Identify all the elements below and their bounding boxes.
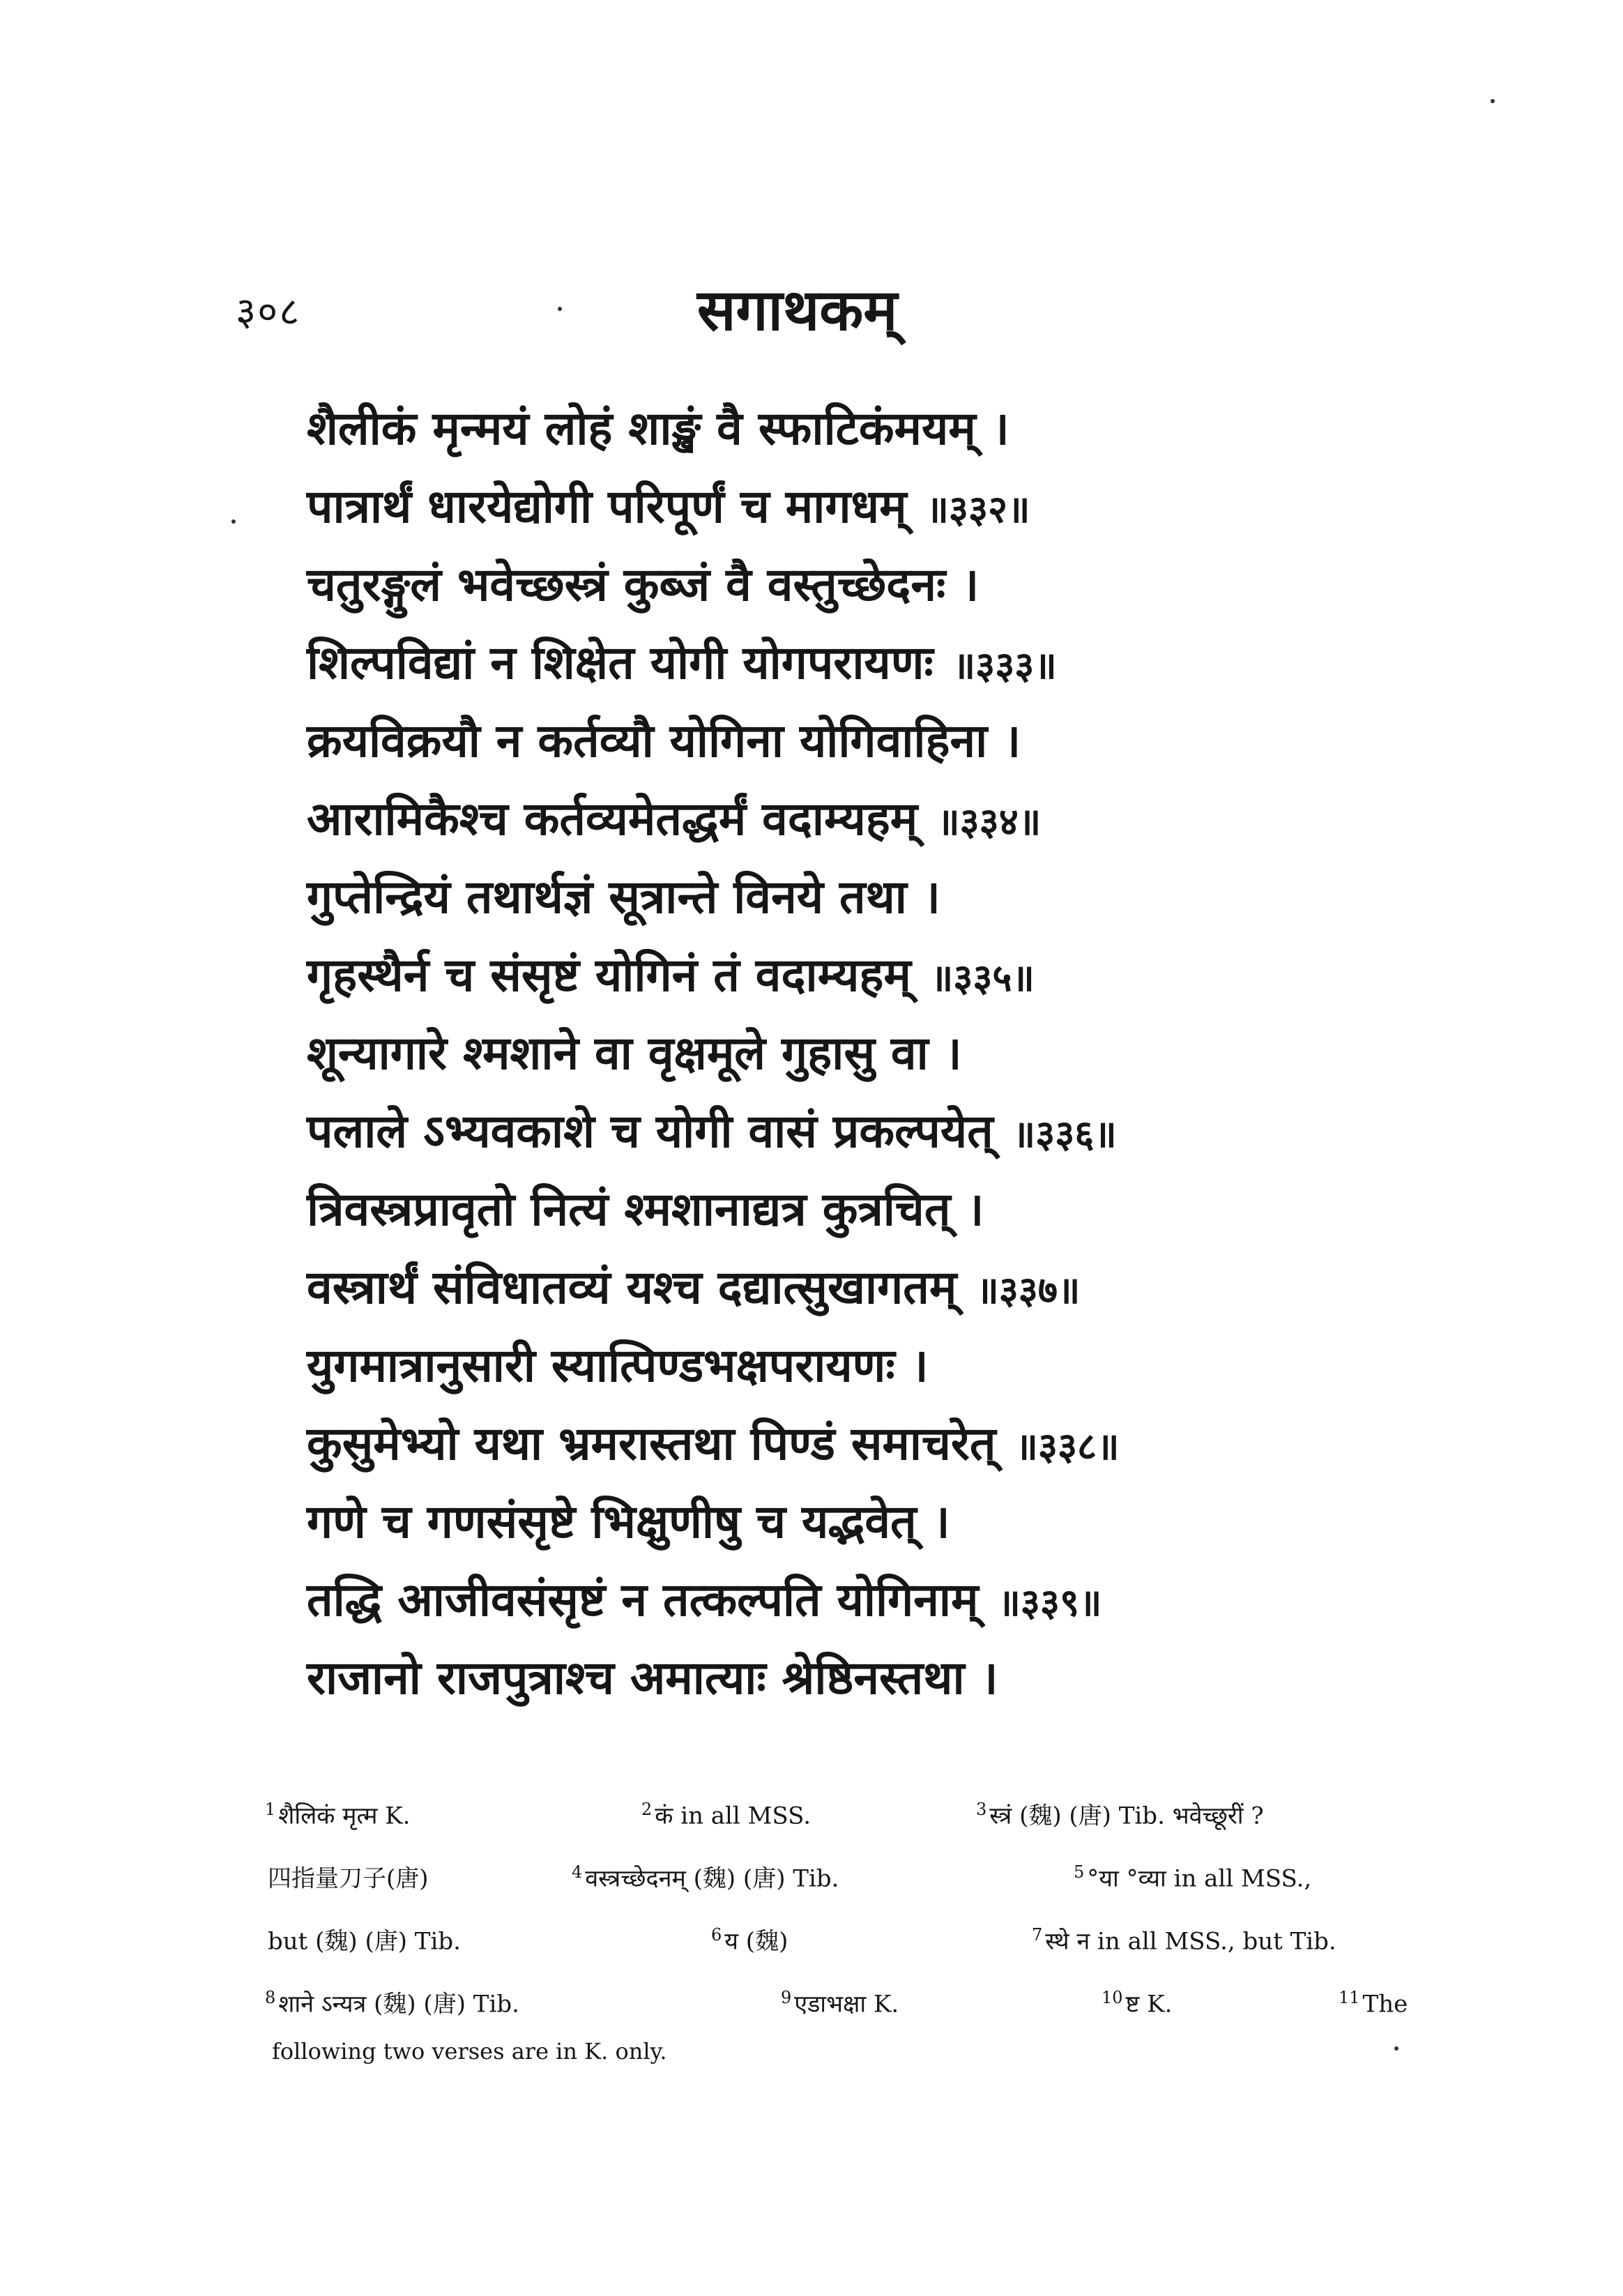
footnote <box>781 1970 899 2032</box>
verse-text: कुसुमेभ्यो यथा भ्रमरास्तथा पिण्डं समाचरेत् <box>307 1417 996 1470</box>
verse-text: गणे च गणसंसृष्टे भिक्षुणीषु च यद्भवेत् । <box>307 1495 950 1549</box>
footnote-text: The <box>1362 1990 1408 2018</box>
verse-text: शून्यागारे श्मशाने वा वृक्षमूले गुहासु वा । <box>307 1026 962 1080</box>
verse-number: ॥३३४॥ <box>937 800 1042 844</box>
footnote-text: स्थे न in all MSS., but Tib. <box>1045 1927 1336 1956</box>
verse-text: राजानो राजपुत्राश्च अमात्याः श्रेष्ठिनस्तथा । <box>307 1651 998 1705</box>
footnote-text: 四指量刀子(唐) <box>268 1864 429 1893</box>
footnote-text: कं in all MSS. <box>655 1802 812 1830</box>
verse-text: शिल्पविद्यां न शिक्षेत योगी योगपरायणः <box>307 636 934 690</box>
verse-line <box>307 1093 1117 1170</box>
footnote-line <box>265 1907 1450 1963</box>
verse-text: तद्धि आजीवसंसृष्टं न तत्कल्पति योगिनाम् <box>307 1573 979 1627</box>
footnote-text: ष्ट K. <box>1125 1990 1173 2018</box>
footnote-text: वस्त्रच्छेदनम् (魏) (唐) Tib. <box>585 1864 839 1893</box>
footnote-mark: 9 <box>781 1988 792 2007</box>
verse-text: वस्त्रार्थं संविधातव्यं यश्च दद्यात्सुखागतम् <box>307 1261 957 1314</box>
footnote-mark: 10 <box>1102 1988 1123 2007</box>
verse-line <box>307 1171 1003 1248</box>
footnote-continuation: following two verses are in K. only. <box>272 2038 667 2065</box>
footnote-text: °या °व्या in all MSS., <box>1087 1864 1312 1893</box>
verse-text: युगमात्रानुसारी स्यात्पिण्डभक्षपरायणः । <box>307 1339 929 1392</box>
footnote <box>711 1907 788 1969</box>
footnote-mark: 2 <box>641 1800 653 1819</box>
verse-line <box>307 1640 1018 1717</box>
footnote-text: एडाभक्षा K. <box>794 1990 899 2018</box>
verse-line <box>307 625 1057 701</box>
footnote-mark: 6 <box>711 1925 722 1945</box>
verse-text: गुप्तेन्द्रियं तथार्थज्ञं सूत्रान्ते विनये तथा । <box>307 870 940 924</box>
verse-number: ॥३३३॥ <box>952 644 1057 687</box>
footnote <box>265 1781 410 1843</box>
footnote-mark: 4 <box>572 1862 583 1882</box>
speck <box>231 519 236 524</box>
footnote-text: य (魏) <box>724 1927 788 1956</box>
footnote-mark: 7 <box>1032 1925 1043 1945</box>
footnote <box>265 1907 461 1969</box>
verse-text: पलाले ऽभ्यवकाशे च योगी वासं प्रकल्पयेत् <box>307 1104 993 1158</box>
footnote-text: शैलिकं मृत्म K. <box>278 1802 411 1830</box>
footnote-mark: 1 <box>265 1800 276 1819</box>
footnote <box>572 1844 839 1906</box>
speck <box>1394 2046 1399 2051</box>
footnote-line <box>265 1844 1450 1900</box>
verse-number: ॥३३६॥ <box>1012 1112 1117 1156</box>
verse-text: त्रिवस्त्रप्रावृतो नित्यं श्मशानाद्यत्र कुत्रचित् । <box>307 1183 984 1236</box>
speck <box>1491 99 1495 103</box>
footnote <box>976 1781 1264 1843</box>
footnote-mark: 5 <box>1074 1862 1085 1882</box>
footnote-text: but (魏) (唐) Tib. <box>268 1927 461 1956</box>
footnote <box>265 1970 519 2032</box>
verse-line <box>307 1015 982 1092</box>
verse-number: ॥३३७॥ <box>976 1268 1081 1312</box>
verse-number: ॥३३८॥ <box>1015 1424 1120 1468</box>
footnote-mark: 3 <box>976 1800 987 1819</box>
verse-text: शैलीकं मृन्मयं लोहं शाङ्खं वै स्फाटिकंमयम् । <box>307 402 1009 455</box>
footnote <box>1102 1970 1172 2032</box>
footnote <box>1339 1970 1408 2032</box>
verse-line <box>307 1249 1080 1326</box>
verse-line <box>307 1406 1119 1482</box>
footnote-text: शाने ऽन्यत्र (魏) (唐) Tib. <box>278 1990 519 2018</box>
verse-number: ॥३३५॥ <box>930 956 1035 1000</box>
verse-line <box>307 390 1029 467</box>
verse-text: गृहस्थैर्न च संसृष्टं योगिनं तं वदाम्यहम् <box>307 948 911 1002</box>
verse-line <box>307 859 960 936</box>
footnote-line <box>265 1781 1450 1837</box>
verse-line <box>307 703 1040 780</box>
verse-line <box>307 781 1041 858</box>
verse-text: आरामिकैश्च कर्तव्यमेतद्धर्मं वदाम्यहम् <box>307 792 918 846</box>
footnote <box>641 1781 811 1843</box>
verse-line <box>307 1562 1102 1639</box>
verse-number: ॥३३९॥ <box>998 1581 1102 1625</box>
verse-line <box>307 937 1035 1014</box>
footnote-mark: 8 <box>265 1988 276 2007</box>
verse-text: चतुरङ्गुलं भवेच्छस्त्रं कुब्जं वै वस्तुच्छेदनः । <box>307 558 980 611</box>
running-title: सगाथकम् <box>697 278 898 344</box>
page-number: ३०८ <box>236 289 301 335</box>
verse-line <box>307 1328 948 1404</box>
verse-line <box>307 469 1030 545</box>
footnote-line <box>265 1970 1450 2025</box>
verse-line <box>307 1484 970 1560</box>
verse-text: पात्रार्थं धारयेद्योगी परिपूर्णं च मागधम् <box>307 480 907 533</box>
verse-text: क्रयविक्रयौ न कर्तव्यौ योगिना योगिवाहिना । <box>307 714 1021 768</box>
speck <box>558 307 562 311</box>
footnote <box>1074 1844 1311 1906</box>
footnote <box>1032 1907 1336 1969</box>
footnote-text: स्त्रं (魏) (唐) Tib. भवेच्छूरीं ? <box>989 1802 1264 1830</box>
verse-line <box>307 547 998 623</box>
footnote-mark: 11 <box>1339 1988 1360 2007</box>
verse-number: ॥३३२॥ <box>926 487 1030 531</box>
footnote <box>265 1844 429 1906</box>
